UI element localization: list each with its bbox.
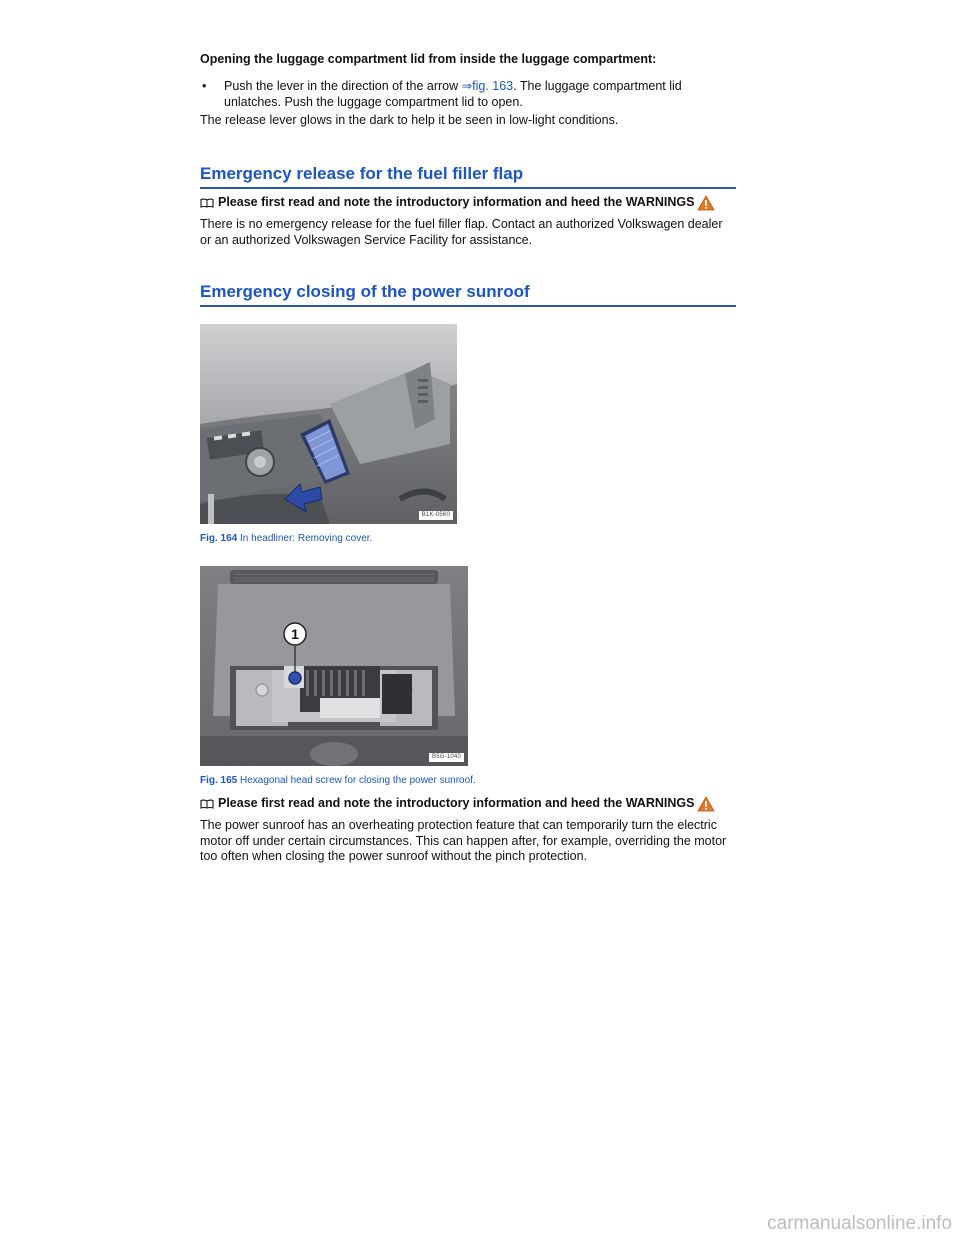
figure-164-caption-text: In headliner: Removing cover. (237, 533, 373, 544)
sunroof-body: The power sunroof has an overheating protection feature that can temporarily turn the electric motor off under certain circumstances. This can happen after, for example, overriding the motor too often when closing the power sunroof without the pinch protection. (200, 818, 727, 864)
arrow-icon: ⇒ (461, 79, 473, 93)
figure-165-caption (200, 775, 476, 788)
intro-bullet (200, 79, 735, 110)
intro-heading: Opening the luggage compartment lid from inside the luggage compartment: (200, 52, 657, 66)
figure-165-number: Fig. 165 (200, 775, 238, 786)
warning-icon (697, 195, 715, 211)
watermark-text: carmanualsonline.info (767, 1213, 952, 1235)
fuel-note (200, 195, 735, 211)
figure-164-image (200, 324, 457, 524)
sunroof-section-heading: Emergency closing of the power sunroof (200, 281, 736, 307)
fig-163-link[interactable]: fig. 163 (472, 79, 514, 93)
bullet-text-start: Push the lever in the direction of the arrow (224, 79, 462, 93)
bullet-dot-icon: • (202, 79, 207, 93)
sunroof-screw-illustration (200, 566, 468, 766)
sunroof-note (200, 796, 735, 812)
figure-165-image (200, 566, 468, 766)
fuel-body: There is no emergency release for the fuel filler flap. Contact an authorized Volkswagen dealer or an authorized Volkswagen Service Facility for assistance. (200, 217, 723, 247)
intro-paragraph: The release lever glows in the dark to help it be seen in low-light conditions. (200, 113, 619, 127)
warning-icon (697, 796, 715, 812)
figure-164-number: Fig. 164 (200, 533, 238, 544)
book-icon (200, 799, 214, 809)
figure-165-code: B5G-1040 (429, 753, 464, 763)
fuel-note-text: Please first read and note the introductory information and heed the WARNINGS (218, 195, 695, 210)
callout-1-label: 1 (291, 626, 299, 642)
headliner-illustration (200, 324, 457, 524)
figure-164-code: B1K-0560 (419, 511, 453, 521)
intro-bullet-text (224, 79, 735, 110)
figure-165-caption-text: Hexagonal head screw for closing the power sunroof. (237, 775, 476, 786)
sunroof-note-text: Please first read and note the introductory information and heed the WARNINGS (218, 796, 695, 811)
bullet-text-end: . The luggage compartment lid unlatches. Push the luggage compartment lid to open. (224, 79, 682, 109)
figure-164-caption (200, 533, 372, 546)
fuel-section-heading: Emergency release for the fuel filler flap (200, 163, 736, 189)
book-icon (200, 198, 214, 208)
